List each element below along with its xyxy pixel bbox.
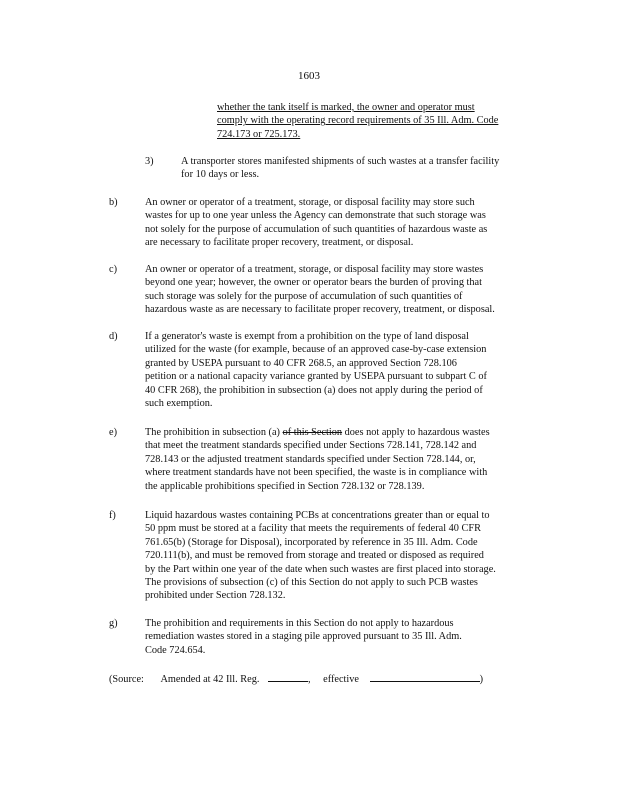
text-line: utilized for the waste (for example, because of an approved case-by-case extension <box>145 344 487 356</box>
text-line: 728.143 or the adjusted treatment standards specified under Section 728.144, or, <box>145 453 476 465</box>
subsection-c-paragraph <box>145 263 540 317</box>
text-line: are necessary to facilitate proper recovery, treatment, or disposal. <box>145 237 414 249</box>
text-line: beyond one year; however, the owner or operator bears the burden of proving that <box>145 277 482 289</box>
source-effective: effective <box>323 674 359 685</box>
text-line: by the Part within one year of the date when such wastes are first placed into storage. <box>145 563 496 575</box>
text-line <box>145 426 540 439</box>
text-line: 720.111(b), and must be removed from storage and treated or disposed as required <box>145 550 484 562</box>
text-line: hazardous waste as are necessary to facilitate proper recovery, treatment, or disposal. <box>145 304 495 316</box>
subsection-g-label: g) <box>109 618 118 629</box>
subsection-d-label: d) <box>109 331 118 342</box>
text-segment: The prohibition in subsection (a) <box>145 427 283 438</box>
text-line: such exemption. <box>145 398 213 410</box>
text-line: not solely for the purpose of accumulation of such quantities of hazardous waste as <box>145 223 488 235</box>
text-line: 40 CFR 268), the prohibition in subsection (a) does not apply during the period of <box>145 384 483 396</box>
text-line: where treatment standards have not been specified, the waste is in compliance with <box>145 467 488 479</box>
text-line: wastes for up to one year unless the Agency can demonstrate that such storage was <box>145 210 486 222</box>
subsection-f-label: f) <box>109 510 116 521</box>
text-segment: does not apply to hazardous wastes <box>342 427 490 438</box>
item-3-paragraph <box>181 155 547 182</box>
item-3-label: 3) <box>145 156 154 167</box>
text-line: 50 ppm must be stored at a facility that meets the requirements of federal 40 CFR <box>145 523 481 535</box>
source-comma: , <box>308 674 311 685</box>
text-line: Liquid hazardous wastes containing PCBs at concentrations greater than or equal to <box>145 510 490 521</box>
struck-text: of this Section <box>282 427 343 438</box>
subsection-b-label: b) <box>109 197 118 208</box>
subsection-g-paragraph <box>145 617 505 657</box>
continuation-paragraph <box>217 101 539 141</box>
text-line: A transporter stores manifested shipments of such wastes at a transfer facility <box>181 156 500 167</box>
source-text: Amended at 42 Ill. Reg. <box>160 674 260 685</box>
text-line: the applicable prohibitions specified in Section 728.132 or 728.139. <box>145 480 425 492</box>
text-line: Code 724.654. <box>145 644 206 656</box>
text-line: petition or a national capacity variance granted by USEPA pursuant to subpart C of <box>145 371 487 383</box>
text-line: An owner or operator of a treatment, storage, or disposal facility may store wastes <box>145 264 484 275</box>
source-prefix: (Source: <box>109 674 144 685</box>
register-blank <box>268 671 308 682</box>
text-line: 724.173 or 725.173. <box>217 128 301 140</box>
subsection-e-label: e) <box>109 427 117 438</box>
text-line: that meet the treatment standards specified under Sections 728.141, 728.142 and <box>145 440 477 452</box>
subsection-f-paragraph <box>145 509 540 603</box>
text-line: remediation wastes stored in a staging pile approved pursuant to 35 Ill. Adm. <box>145 631 462 643</box>
text-line: for 10 days or less. <box>181 169 260 181</box>
text-line: such storage was solely for the purpose of accumulation of such quantities of <box>145 290 463 302</box>
text-line: The prohibition and requirements in this Section do not apply to hazardous <box>145 618 454 629</box>
text-line: An owner or operator of a treatment, storage, or disposal facility may store such <box>145 197 475 208</box>
text-line: prohibited under Section 728.132. <box>145 590 286 602</box>
subsection-b-paragraph <box>145 196 540 250</box>
page-number: 1603 <box>298 70 320 82</box>
subsection-d-paragraph <box>145 330 540 410</box>
subsection-c-label: c) <box>109 264 117 275</box>
source-note <box>109 671 483 686</box>
text-line: The provisions of subsection (c) of this Section do not apply to such PCB wastes <box>145 577 478 589</box>
text-line: whether the tank itself is marked, the owner and operator must <box>217 102 475 113</box>
text-line: If a generator's waste is exempt from a prohibition on the type of land disposal <box>145 331 469 342</box>
effective-date-blank <box>370 671 480 682</box>
source-close: ) <box>479 674 483 685</box>
subsection-e-paragraph <box>145 426 540 493</box>
text-line: comply with the operating record requirements of 35 Ill. Adm. Code <box>217 115 499 127</box>
text-line: 761.65(b) (Storage for Disposal), incorporated by reference in 35 Ill. Adm. Code <box>145 536 478 548</box>
text-line: granted by USEPA pursuant to 40 CFR 268.5, an approved Section 728.106 <box>145 357 457 369</box>
